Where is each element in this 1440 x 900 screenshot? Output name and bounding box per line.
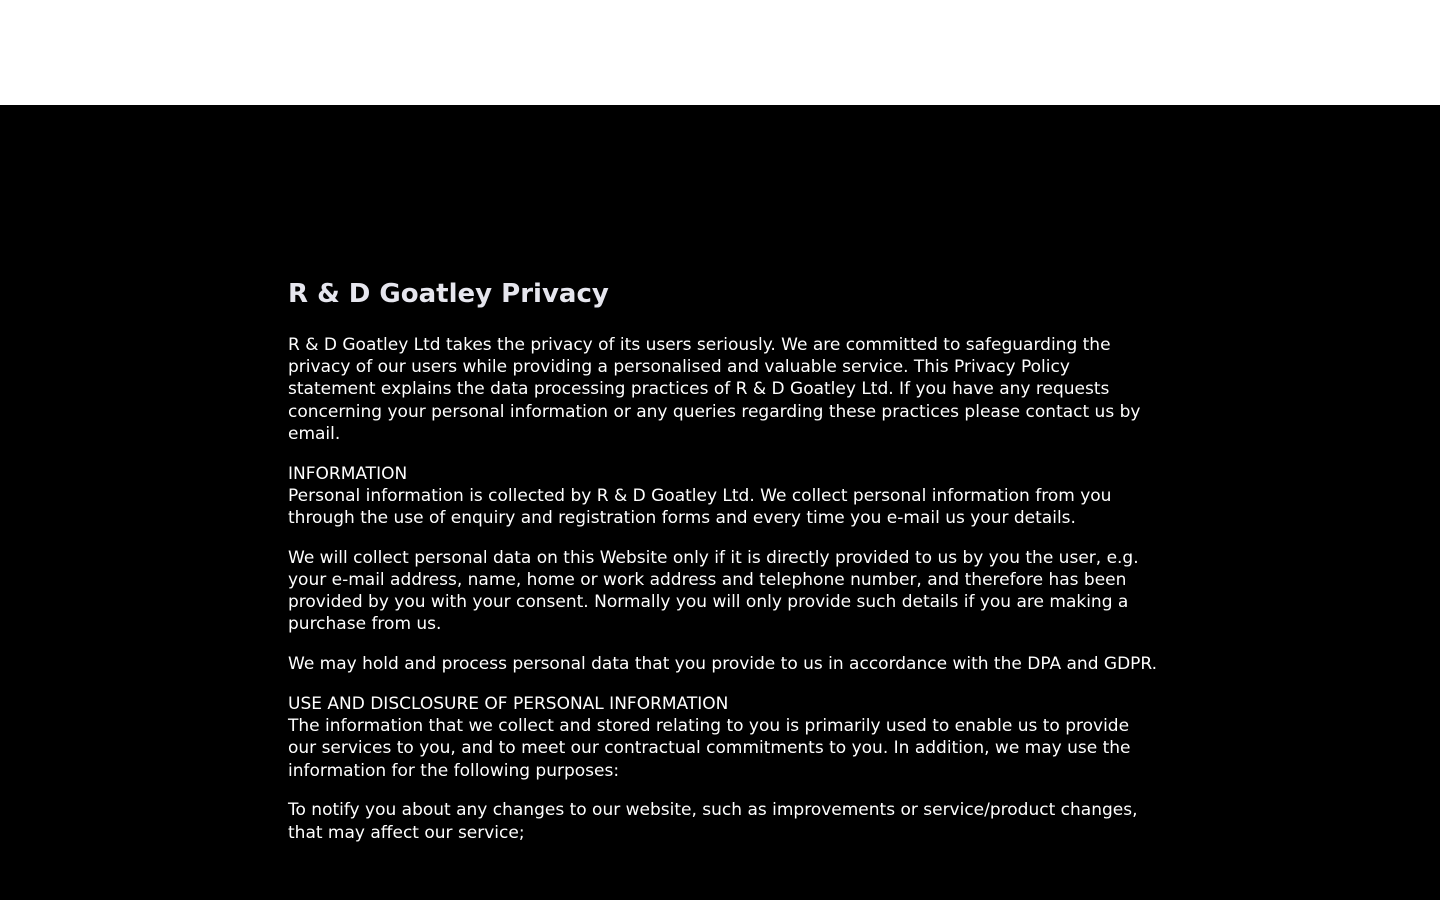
use-body: The information that we collect and stored relating to you is primarily used to enable us to provide our services to you, and to meet our contractual commitments to you. In addition, we may use the information for the following purposes:	[288, 716, 1131, 781]
use-heading: USE AND DISCLOSURE OF PERSONAL INFORMATION	[288, 694, 729, 715]
information-section	[288, 463, 1158, 530]
use-section	[288, 693, 1158, 782]
site-header	[0, 0, 1440, 105]
information-heading: INFORMATION	[288, 463, 408, 484]
page-main	[0, 105, 1440, 900]
privacy-content	[288, 279, 1158, 861]
collect-paragraph: We will collect personal data on this Website only if it is directly provided to us by you the user, e.g. your e-mail address, name, home or work address and telephone number, and therefore has been provided by you with your consent. Normally you will only provide such details if you are making a purchase from us.	[288, 547, 1139, 635]
hold-paragraph: We may hold and process personal data that you provide to us in accordance with the DPA and GDPR.	[288, 654, 1158, 675]
page-title: R & D Goatley Privacy	[288, 279, 609, 309]
intro-paragraph: R & D Goatley Ltd takes the privacy of its users seriously. We are committed to safeguarding the privacy of our users while providing a personalised and valuable service. This Privacy Policy statement explains the data processing practices of R & D Goatley Ltd. If you have any requests concerning your personal information or any queries regarding these practices please contact us by email.	[288, 335, 1141, 444]
information-body: Personal information is collected by R & D Goatley Ltd. We collect personal information from you through the use of enquiry and registration forms and every time you e-mail us your details.	[288, 485, 1112, 529]
notify-paragraph: To notify you about any changes to our website, such as improvements or service/product changes, that may affect our service;	[288, 800, 1138, 843]
